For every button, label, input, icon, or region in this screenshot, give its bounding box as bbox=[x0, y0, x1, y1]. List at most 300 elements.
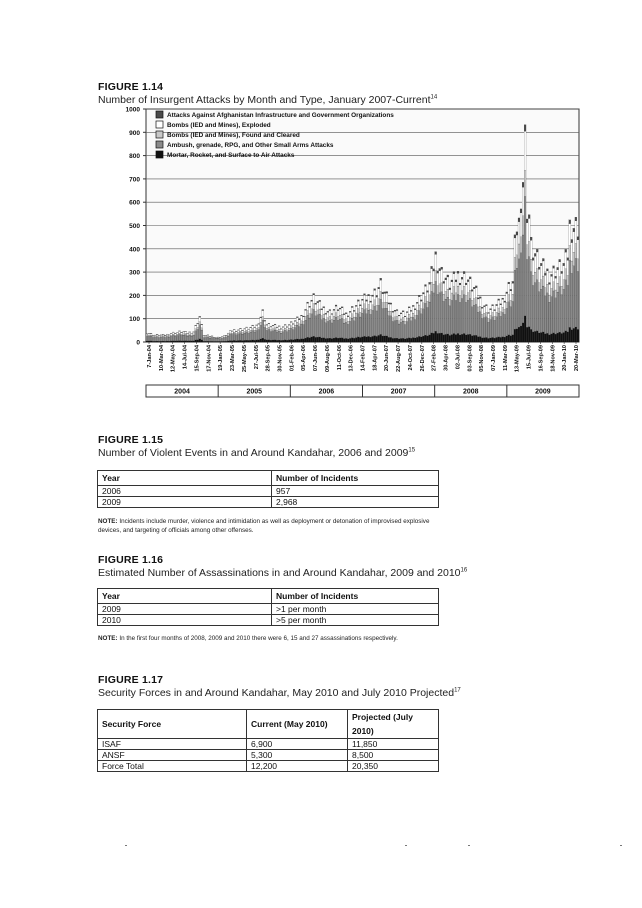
bar-segment bbox=[416, 302, 418, 303]
bar-segment bbox=[559, 262, 561, 277]
bar-segment bbox=[353, 317, 355, 321]
bar-segment bbox=[319, 337, 321, 342]
cell-force: ISAF bbox=[98, 739, 247, 750]
bar-segment bbox=[420, 314, 422, 337]
bar-segment bbox=[240, 329, 242, 331]
bar-segment bbox=[479, 297, 481, 298]
x-tick-label: 17-Nov-04 bbox=[206, 345, 213, 372]
x-tick-label: 15-Jul-09 bbox=[526, 345, 533, 370]
bar-segment bbox=[473, 305, 475, 335]
bar-segment bbox=[355, 317, 357, 337]
bar-segment bbox=[398, 339, 400, 342]
bar-segment bbox=[333, 338, 335, 342]
bar-segment bbox=[400, 339, 402, 342]
bar-segment bbox=[382, 303, 384, 309]
cell-year: 2006 bbox=[98, 486, 272, 497]
bar-segment bbox=[475, 304, 477, 335]
bar-segment bbox=[508, 335, 510, 342]
bar-segment bbox=[388, 311, 390, 316]
bar-segment bbox=[382, 294, 384, 303]
bar-segment bbox=[179, 335, 181, 341]
bar-segment bbox=[339, 315, 341, 319]
x-tick-label: 20-Jun-07 bbox=[384, 345, 391, 372]
y-tick-label: 0 bbox=[136, 339, 140, 347]
bar-segment bbox=[544, 334, 546, 342]
bar-segment bbox=[221, 341, 223, 342]
bar-segment bbox=[508, 284, 510, 295]
bar-segment bbox=[359, 306, 361, 313]
bar-segment bbox=[258, 324, 260, 325]
bar-segment bbox=[567, 275, 569, 285]
y-tick-label: 500 bbox=[129, 223, 140, 230]
bar-segment bbox=[209, 337, 211, 338]
bar-segment bbox=[530, 259, 532, 272]
bar-segment bbox=[262, 316, 264, 320]
legend-swatch bbox=[156, 121, 163, 128]
bar-segment bbox=[301, 324, 303, 339]
bar-segment bbox=[386, 336, 388, 342]
bar-segment bbox=[465, 295, 467, 302]
bar-segment bbox=[162, 337, 164, 341]
bar-segment bbox=[260, 339, 262, 342]
bar-segment bbox=[248, 329, 250, 331]
bar-segment bbox=[160, 337, 162, 341]
x-tick-label: 14-Feb-07 bbox=[360, 345, 367, 372]
bar-segment bbox=[335, 338, 337, 342]
bar-segment bbox=[443, 301, 445, 334]
bar-segment bbox=[258, 324, 260, 327]
bar-segment bbox=[437, 286, 439, 295]
bar-segment bbox=[187, 336, 189, 341]
bar-segment bbox=[410, 317, 412, 321]
bar-segment bbox=[414, 310, 416, 316]
bar-segment bbox=[286, 330, 288, 332]
bar-segment bbox=[420, 300, 422, 301]
bar-segment bbox=[502, 307, 504, 312]
year-label: 2006 bbox=[318, 388, 335, 396]
bar-segment bbox=[364, 336, 366, 342]
bar-segment bbox=[528, 215, 530, 219]
bar-segment bbox=[361, 337, 363, 342]
bar-segment bbox=[453, 334, 455, 342]
bar-segment bbox=[559, 277, 561, 287]
bar-segment bbox=[473, 289, 475, 299]
bar-segment bbox=[390, 304, 392, 311]
bar-segment bbox=[534, 331, 536, 342]
bar-segment bbox=[469, 279, 471, 291]
bar-segment bbox=[189, 341, 191, 342]
bar-segment bbox=[461, 334, 463, 342]
bar-segment bbox=[191, 341, 193, 342]
bar-segment bbox=[416, 311, 418, 316]
bar-segment bbox=[542, 332, 544, 342]
bar-segment bbox=[388, 337, 390, 342]
bar-segment bbox=[422, 336, 424, 342]
bar-segment bbox=[481, 308, 483, 314]
bar-segment bbox=[551, 289, 553, 297]
bar-segment bbox=[225, 341, 227, 342]
bar-segment bbox=[321, 310, 323, 316]
bar-segment bbox=[311, 314, 313, 337]
bar-segment bbox=[425, 335, 427, 342]
bar-segment bbox=[361, 300, 363, 308]
bar-segment bbox=[307, 303, 309, 310]
bar-segment bbox=[347, 316, 349, 317]
bar-segment bbox=[485, 317, 487, 338]
bar-segment bbox=[536, 280, 538, 331]
bar-segment bbox=[575, 258, 577, 327]
bar-segment bbox=[471, 290, 473, 292]
figure-1-15-title-text: Number of Violent Events in and Around Kandahar, 2006 and 2009 bbox=[98, 447, 409, 459]
bar-segment bbox=[323, 318, 325, 337]
bar-segment bbox=[189, 332, 191, 334]
bar-segment bbox=[437, 333, 439, 342]
bar-segment bbox=[392, 311, 394, 312]
bar-segment bbox=[520, 237, 522, 253]
bar-segment bbox=[349, 338, 351, 342]
bar-segment bbox=[176, 334, 178, 335]
bar-segment bbox=[384, 293, 386, 302]
bar-segment bbox=[447, 334, 449, 342]
bar-segment bbox=[528, 218, 530, 241]
bar-segment bbox=[510, 307, 512, 336]
bar-segment bbox=[183, 335, 185, 341]
bar-segment bbox=[528, 257, 530, 327]
bar-segment bbox=[256, 329, 258, 331]
bar-segment bbox=[500, 316, 502, 337]
bar-segment bbox=[166, 336, 168, 337]
bar-segment bbox=[195, 326, 197, 329]
bar-segment bbox=[168, 341, 170, 342]
bar-segment bbox=[402, 321, 404, 338]
bar-segment bbox=[364, 294, 366, 295]
bar-segment bbox=[410, 310, 412, 311]
bar-segment bbox=[418, 311, 420, 337]
bar-segment bbox=[386, 292, 388, 294]
bar-segment bbox=[459, 295, 461, 302]
bar-segment bbox=[386, 308, 388, 336]
bar-segment bbox=[467, 300, 469, 334]
bar-segment bbox=[345, 313, 347, 314]
figure-1-17-label: FIGURE 1.17 bbox=[98, 674, 164, 686]
bar-segment bbox=[329, 316, 331, 320]
bar-segment bbox=[183, 332, 185, 334]
bar-segment bbox=[231, 333, 233, 334]
bar-segment bbox=[569, 260, 571, 327]
bar-segment bbox=[412, 306, 414, 313]
bar-segment bbox=[520, 326, 522, 342]
bar-segment bbox=[528, 241, 530, 256]
bar-segment bbox=[433, 293, 435, 333]
bar-segment bbox=[404, 316, 406, 317]
figure-1-16-title-text: Estimated Number of Assassinations in and Around Kandahar, 2009 and 2010 bbox=[98, 567, 461, 579]
bar-segment bbox=[262, 338, 264, 342]
bar-segment bbox=[172, 334, 174, 335]
bar-segment bbox=[549, 335, 551, 342]
bar-segment bbox=[152, 337, 154, 338]
bar-segment bbox=[349, 318, 351, 322]
bar-segment bbox=[319, 314, 321, 337]
bar-segment bbox=[483, 307, 485, 314]
bar-segment bbox=[274, 328, 276, 330]
bar-segment bbox=[317, 310, 319, 315]
bar-segment bbox=[516, 268, 518, 329]
bar-segment bbox=[205, 335, 207, 336]
bar-segment bbox=[461, 299, 463, 335]
bar-segment bbox=[256, 325, 258, 326]
bar-segment bbox=[488, 319, 490, 323]
bar-segment bbox=[569, 224, 571, 246]
bar-segment bbox=[506, 308, 508, 336]
y-tick-label: 700 bbox=[129, 176, 140, 184]
bar-segment bbox=[223, 337, 225, 338]
bar-segment bbox=[512, 301, 514, 334]
bar-segment bbox=[473, 299, 475, 306]
bar-segment bbox=[483, 306, 485, 307]
bar-segment bbox=[229, 334, 231, 340]
bar-segment bbox=[154, 336, 156, 337]
bar-segment bbox=[335, 317, 337, 337]
bar-segment bbox=[246, 332, 248, 340]
bar-segment bbox=[565, 331, 567, 342]
bar-segment bbox=[187, 341, 189, 342]
bar-segment bbox=[435, 271, 437, 282]
x-tick-label: 14-Jul-04 bbox=[182, 345, 189, 370]
year-label: 2004 bbox=[174, 388, 190, 396]
bar-segment bbox=[563, 289, 565, 332]
bar-segment bbox=[246, 340, 248, 342]
bar-segment bbox=[201, 328, 203, 330]
bar-segment bbox=[490, 320, 492, 338]
bar-segment bbox=[508, 282, 510, 284]
bar-segment bbox=[333, 309, 335, 310]
bar-segment bbox=[506, 293, 508, 302]
bar-segment bbox=[394, 311, 396, 317]
bar-segment bbox=[406, 318, 408, 322]
bar-segment bbox=[465, 285, 467, 296]
bar-segment bbox=[569, 220, 571, 224]
bar-segment bbox=[209, 341, 211, 342]
bar-segment bbox=[483, 318, 485, 338]
bar-segment bbox=[329, 320, 331, 338]
bar-segment bbox=[508, 295, 510, 302]
bar-segment bbox=[443, 281, 445, 283]
bar-segment bbox=[150, 336, 152, 341]
bar-segment bbox=[191, 333, 193, 335]
bar-segment bbox=[284, 330, 286, 340]
bar-segment bbox=[359, 305, 361, 306]
bar-segment bbox=[313, 295, 315, 304]
bar-segment bbox=[213, 339, 215, 342]
bar-segment bbox=[288, 328, 290, 330]
table-header-row bbox=[98, 589, 439, 604]
bar-segment bbox=[280, 340, 282, 342]
bar-segment bbox=[181, 334, 183, 335]
bar-segment bbox=[538, 333, 540, 342]
bar-segment bbox=[557, 333, 559, 342]
bar-segment bbox=[565, 252, 567, 269]
bar-segment bbox=[331, 323, 333, 339]
bar-segment bbox=[467, 293, 469, 300]
bar-segment bbox=[357, 300, 359, 301]
bar-segment bbox=[351, 318, 353, 338]
bar-segment bbox=[422, 303, 424, 309]
x-tick-label: 26-Dec-07 bbox=[419, 345, 426, 372]
bar-segment bbox=[335, 313, 337, 317]
bar-segment bbox=[542, 286, 544, 332]
bar-segment bbox=[215, 341, 217, 342]
bar-segment bbox=[488, 313, 490, 314]
bar-segment bbox=[272, 326, 274, 329]
bar-segment bbox=[193, 332, 195, 334]
bar-segment bbox=[506, 292, 508, 294]
bar-segment bbox=[449, 306, 451, 336]
bar-segment bbox=[329, 311, 331, 317]
assassinations-table bbox=[97, 588, 439, 626]
bar-segment bbox=[311, 300, 313, 301]
bar-segment bbox=[349, 312, 351, 318]
bar-segment bbox=[459, 303, 461, 335]
bar-segment bbox=[532, 260, 534, 275]
bar-segment bbox=[477, 298, 479, 299]
bar-segment bbox=[368, 304, 370, 310]
bar-segment bbox=[475, 288, 477, 298]
bar-segment bbox=[551, 276, 553, 288]
bar-segment bbox=[449, 336, 451, 342]
bar-segment bbox=[449, 290, 451, 300]
x-tick-label: 23-Mar-05 bbox=[230, 345, 236, 372]
bar-segment bbox=[445, 334, 447, 342]
bar-segment bbox=[559, 259, 561, 261]
bar-segment bbox=[351, 338, 353, 342]
bar-segment bbox=[496, 312, 498, 317]
cell-force: ANSF bbox=[98, 750, 247, 761]
bar-segment bbox=[260, 318, 262, 323]
bar-segment bbox=[532, 258, 534, 261]
bar-segment bbox=[288, 340, 290, 342]
bar-segment bbox=[248, 332, 250, 334]
bar-segment bbox=[390, 316, 392, 337]
bar-segment bbox=[227, 336, 229, 341]
bar-segment bbox=[274, 325, 276, 328]
bar-segment bbox=[427, 291, 429, 293]
bar-segment bbox=[219, 341, 221, 342]
bar-segment bbox=[429, 284, 431, 295]
bar-segment bbox=[347, 324, 349, 338]
bar-segment bbox=[380, 280, 382, 291]
bar-segment bbox=[215, 338, 217, 339]
bar-segment bbox=[199, 317, 201, 322]
bar-segment bbox=[498, 313, 500, 337]
figure-1-14-label: FIGURE 1.14 bbox=[98, 81, 164, 93]
figure-1-17-title-text: Security Forces in and Around Kandahar, May 2010 and July 2010 Projected bbox=[98, 687, 455, 699]
bar-segment bbox=[408, 307, 410, 308]
bar-segment bbox=[477, 307, 479, 312]
bar-segment bbox=[561, 295, 563, 334]
bar-segment bbox=[325, 339, 327, 342]
note-label: NOTE: bbox=[98, 635, 118, 642]
bar-segment bbox=[540, 280, 542, 289]
bar-segment bbox=[528, 327, 530, 342]
bar-segment bbox=[431, 282, 433, 291]
bar-segment bbox=[197, 323, 199, 324]
table-row bbox=[98, 486, 439, 497]
bar-segment bbox=[366, 314, 368, 337]
bar-segment bbox=[467, 282, 469, 293]
bar-segment bbox=[319, 302, 321, 310]
bar-segment bbox=[292, 324, 294, 327]
bar-segment bbox=[282, 330, 284, 332]
bar-segment bbox=[465, 283, 467, 285]
bar-segment bbox=[557, 267, 559, 269]
x-tick-label: 27-Feb-08 bbox=[431, 345, 438, 372]
bar-segment bbox=[500, 312, 502, 317]
bar-segment bbox=[205, 337, 207, 341]
bar-segment bbox=[345, 314, 347, 319]
bar-segment bbox=[179, 341, 181, 342]
bar-segment bbox=[496, 306, 498, 313]
bar-segment bbox=[296, 325, 298, 339]
bar-segment bbox=[512, 335, 514, 342]
bar-segment bbox=[325, 323, 327, 339]
cell-projected: 8,500 bbox=[348, 750, 439, 761]
bar-segment bbox=[301, 315, 303, 316]
bar-segment bbox=[305, 316, 307, 320]
bar-segment bbox=[534, 253, 536, 256]
bar-segment bbox=[427, 308, 429, 336]
legend-swatch bbox=[156, 151, 163, 158]
bar-segment bbox=[540, 263, 542, 265]
figure-1-14-ref: 14 bbox=[430, 94, 438, 101]
bar-segment bbox=[305, 320, 307, 338]
bar-segment bbox=[256, 325, 258, 328]
bar-segment bbox=[307, 310, 309, 315]
bar-segment bbox=[343, 320, 345, 323]
bar-segment bbox=[213, 341, 215, 342]
bar-segment bbox=[181, 335, 183, 340]
legend-label: Bombs (IED and Mines), Found and Cleared bbox=[167, 132, 300, 139]
bar-segment bbox=[296, 318, 298, 323]
bar-segment bbox=[248, 333, 250, 340]
bar-segment bbox=[319, 309, 321, 314]
x-tick-label: 11-Oct-06 bbox=[336, 345, 343, 371]
bar-segment bbox=[510, 300, 512, 306]
bar-segment bbox=[508, 302, 510, 335]
x-tick-label: 22-Aug-07 bbox=[396, 345, 403, 373]
bar-segment bbox=[303, 317, 305, 322]
bar-segment bbox=[386, 302, 388, 308]
bar-segment bbox=[522, 187, 524, 216]
bar-segment bbox=[274, 340, 276, 342]
bar-segment bbox=[262, 310, 264, 311]
bar-segment bbox=[235, 341, 237, 342]
bar-segment bbox=[337, 338, 339, 342]
bar-segment bbox=[374, 290, 376, 300]
bar-segment bbox=[567, 260, 569, 275]
bar-segment bbox=[244, 331, 246, 333]
bar-segment bbox=[374, 306, 376, 335]
bar-segment bbox=[301, 339, 303, 342]
bar-segment bbox=[477, 312, 479, 336]
bar-segment bbox=[382, 309, 384, 336]
bar-segment bbox=[364, 304, 366, 310]
bar-segment bbox=[280, 331, 282, 333]
bar-segment bbox=[309, 306, 311, 307]
bar-segment bbox=[406, 338, 408, 342]
x-tick-label: 10-Mar-04 bbox=[158, 345, 165, 372]
bar-segment bbox=[445, 291, 447, 299]
bar-segment bbox=[372, 336, 374, 342]
